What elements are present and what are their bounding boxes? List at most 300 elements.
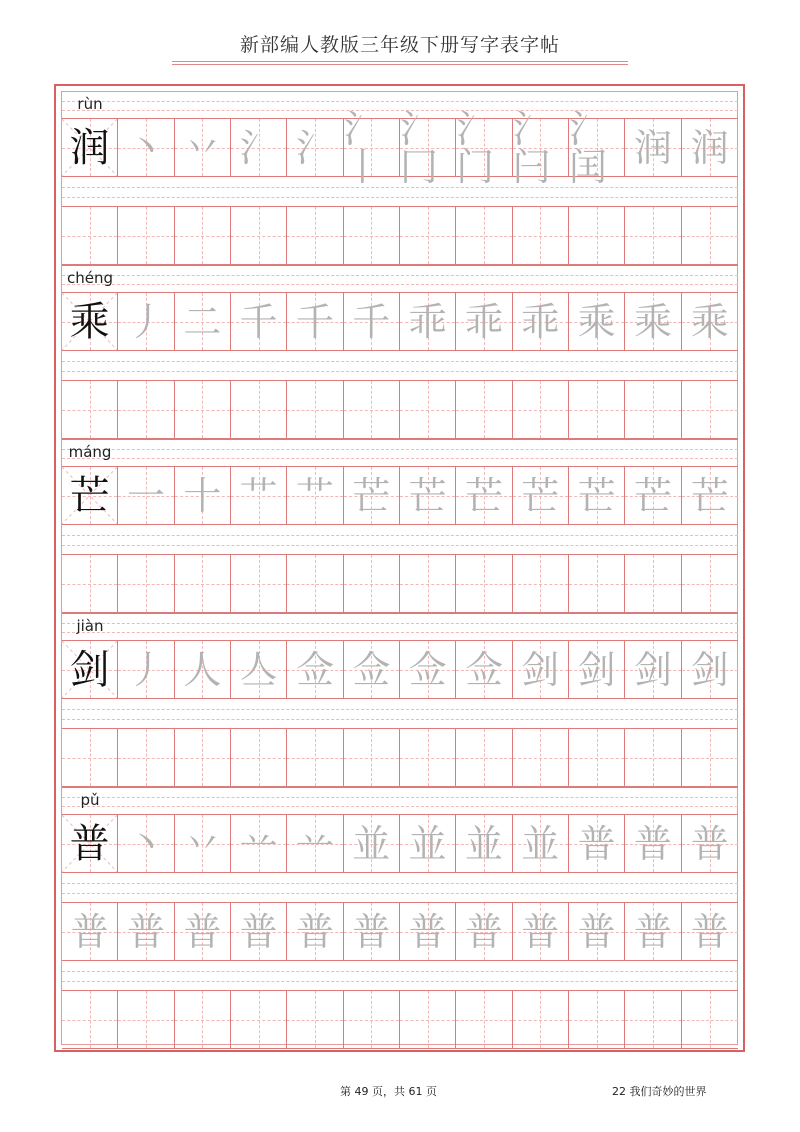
cell-guide-horizontal <box>569 758 624 759</box>
practice-grid <box>62 92 738 1044</box>
spacer-guide-line <box>62 361 738 362</box>
stroke-step-character: 芒 <box>352 473 391 518</box>
stroke-step-character: 二 <box>183 299 222 344</box>
practice-cell <box>682 381 738 439</box>
practice-cell <box>118 381 174 439</box>
practice-cell <box>569 991 625 1049</box>
pinyin-band <box>62 788 738 815</box>
practice-cell <box>625 381 681 439</box>
spacer-guide-line <box>62 535 738 536</box>
practice-cell <box>231 293 287 351</box>
cell-guide-horizontal <box>287 236 342 237</box>
practice-cell <box>456 293 512 351</box>
cell-guide-horizontal <box>513 236 568 237</box>
pinyin-guide-line <box>62 458 738 459</box>
model-character-cell <box>62 815 118 873</box>
stroke-step-character: 普 <box>70 909 109 954</box>
practice-cell <box>625 293 681 351</box>
cell-guide-horizontal <box>175 410 230 411</box>
cell-guide-horizontal <box>231 1020 286 1021</box>
stroke-order-row <box>62 106 738 189</box>
stroke-step-character: 普 <box>633 909 672 954</box>
cell-guide-horizontal <box>62 410 117 411</box>
practice-cell <box>513 991 569 1049</box>
cell-guide-horizontal <box>175 236 230 237</box>
stroke-step-character: 乘 <box>577 299 616 344</box>
practice-cell <box>344 293 400 351</box>
stroke-step-character: 普 <box>690 821 729 866</box>
cell-guide-horizontal <box>682 1020 738 1021</box>
cell-guide-horizontal <box>625 584 680 585</box>
practice-cell <box>175 555 231 613</box>
practice-cell <box>569 207 625 265</box>
cell-guide-horizontal <box>456 1020 511 1021</box>
stroke-step-character: 普 <box>633 821 672 866</box>
practice-cell <box>569 729 625 787</box>
practice-cell <box>569 641 625 699</box>
cell-guide-horizontal <box>118 410 173 411</box>
practice-cell <box>682 815 738 873</box>
blank-practice-row <box>62 381 738 439</box>
stroke-step-character: 丿 <box>126 299 165 344</box>
practice-cell <box>287 729 343 787</box>
cell-guide-horizontal <box>625 410 680 411</box>
practice-cell <box>118 641 174 699</box>
spacer-guide-line <box>62 187 738 188</box>
cell-guide-horizontal <box>344 584 399 585</box>
practice-cell <box>344 991 400 1049</box>
cell-guide-horizontal <box>175 758 230 759</box>
stroke-step-character: 千 <box>295 299 334 344</box>
spacer-guide-line <box>62 545 738 546</box>
stroke-step-character: 艹 <box>295 473 334 518</box>
model-character-cell <box>62 293 118 351</box>
stroke-order-row <box>62 815 738 873</box>
practice-cell <box>231 555 287 613</box>
character-block <box>62 788 738 1044</box>
stroke-step-character: 氵 <box>295 125 334 170</box>
cell-guide-horizontal <box>456 758 511 759</box>
cell-guide-horizontal <box>569 236 624 237</box>
practice-cell <box>400 293 456 351</box>
character-block <box>62 614 738 788</box>
stroke-step-character: 普 <box>690 909 729 954</box>
practice-cell <box>287 903 343 961</box>
practice-cell <box>118 467 174 525</box>
cell-guide-horizontal <box>231 758 286 759</box>
cell-guide-horizontal <box>400 758 455 759</box>
cell-guide-horizontal <box>118 584 173 585</box>
practice-cell <box>625 555 681 613</box>
practice-cell <box>512 106 569 189</box>
cell-guide-horizontal <box>400 410 455 411</box>
practice-cell <box>625 119 681 177</box>
practice-cell <box>456 467 512 525</box>
stroke-step-character: 普 <box>295 909 334 954</box>
practice-cell <box>513 815 569 873</box>
stroke-step-character: 丶 <box>126 125 165 170</box>
practice-cell <box>175 119 231 177</box>
pinyin-guide-line <box>62 806 738 807</box>
cell-guide-horizontal <box>344 410 399 411</box>
practice-cell <box>400 207 456 265</box>
cell-guide-horizontal <box>118 1020 173 1021</box>
pinyin-label: máng <box>68 443 112 461</box>
stroke-step-character: 並 <box>352 821 391 866</box>
practice-cell <box>682 991 738 1049</box>
blank-practice-row <box>62 991 738 1049</box>
practice-cell <box>625 467 681 525</box>
practice-cell <box>287 815 343 873</box>
practice-cell <box>287 555 343 613</box>
cell-guide-horizontal <box>62 1020 117 1021</box>
spacer-guide-line <box>62 371 738 372</box>
practice-cell <box>625 207 681 265</box>
stroke-step-character: 普 <box>239 909 278 954</box>
character-block <box>62 92 738 266</box>
practice-cell <box>569 293 625 351</box>
stroke-step-character: 剑 <box>633 647 672 692</box>
stroke-step-character: 润 <box>633 125 672 170</box>
cell-guide-horizontal <box>569 410 624 411</box>
cell-guide-horizontal <box>344 758 399 759</box>
practice-cell <box>175 903 231 961</box>
pinyin-label: rùn <box>77 95 103 113</box>
title-rule-bottom <box>172 64 628 65</box>
cell-guide-horizontal <box>62 758 117 759</box>
practice-cell <box>513 207 569 265</box>
practice-cell <box>456 815 512 873</box>
practice-cell <box>513 641 569 699</box>
stroke-step-character: 䒑 <box>295 821 334 866</box>
stroke-step-character: 乖 <box>408 299 447 344</box>
model-character: 剑 <box>69 646 110 693</box>
practice-cell <box>175 293 231 351</box>
pinyin-label: chéng <box>66 269 113 287</box>
cell-guide-horizontal <box>400 584 455 585</box>
cell-guide-horizontal <box>400 236 455 237</box>
practice-cell <box>344 381 400 439</box>
stroke-step-character: 佥 <box>408 647 447 692</box>
practice-cell <box>569 903 625 961</box>
cell-guide-horizontal <box>231 584 286 585</box>
practice-cell <box>682 207 738 265</box>
cell-guide-horizontal <box>569 1020 624 1021</box>
spacer-band <box>62 351 738 381</box>
practice-cell <box>400 815 456 873</box>
practice-cell <box>175 991 231 1049</box>
stroke-step-character: 並 <box>521 821 560 866</box>
cell-guide-horizontal <box>287 584 342 585</box>
practice-cell <box>344 555 400 613</box>
practice-cell <box>625 729 681 787</box>
model-character: 芒 <box>69 472 110 519</box>
practice-cell <box>62 381 118 439</box>
spacer-guide-line <box>62 197 738 198</box>
practice-cell <box>456 106 512 189</box>
practice-cell <box>456 641 512 699</box>
stroke-step-character: 氵闰 <box>568 106 607 189</box>
stroke-step-character: 芒 <box>408 473 447 518</box>
practice-cell <box>568 106 625 189</box>
stroke-step-character: 芒 <box>464 473 503 518</box>
spacer-guide-line <box>62 709 738 710</box>
stroke-step-character: 普 <box>408 909 447 954</box>
practice-cell <box>118 119 174 177</box>
blank-practice-row <box>62 555 738 613</box>
cell-guide-horizontal <box>62 236 117 237</box>
spacer-band <box>62 699 738 729</box>
stroke-step-character: 乖 <box>464 299 503 344</box>
practice-cell <box>118 729 174 787</box>
practice-cell <box>175 729 231 787</box>
pinyin-guide-line <box>62 284 738 285</box>
stroke-step-character: 乘 <box>690 299 729 344</box>
cell-guide-horizontal <box>287 758 342 759</box>
practice-cell <box>175 641 231 699</box>
practice-cell <box>118 207 174 265</box>
practice-cell <box>400 991 456 1049</box>
practice-cell <box>400 641 456 699</box>
practice-cell <box>456 903 512 961</box>
practice-cell <box>682 467 738 525</box>
practice-cell <box>287 381 343 439</box>
practice-cell <box>399 106 456 189</box>
practice-cell <box>344 729 400 787</box>
stroke-step-character: 普 <box>521 909 560 954</box>
practice-cell <box>118 815 174 873</box>
stroke-step-character: 丶 <box>126 821 165 866</box>
pinyin-guide-line <box>62 623 738 624</box>
practice-cell <box>62 207 118 265</box>
pinyin-label: pǔ <box>80 791 100 809</box>
practice-cell <box>682 555 738 613</box>
practice-cell <box>287 467 343 525</box>
cell-guide-horizontal <box>175 584 230 585</box>
practice-cell <box>344 903 400 961</box>
stroke-step-character: 佥 <box>352 647 391 692</box>
stroke-step-character: 氵丨 <box>343 106 382 189</box>
cell-guide-horizontal <box>513 584 568 585</box>
cell-guide-horizontal <box>625 758 680 759</box>
practice-cell <box>456 729 512 787</box>
practice-cell <box>343 106 400 189</box>
cell-guide-horizontal <box>682 758 738 759</box>
stroke-step-character: 丷 <box>183 821 222 866</box>
stroke-step-character: 氵闩 <box>512 106 551 189</box>
stroke-step-character: 普 <box>126 909 165 954</box>
stroke-step-character: 千 <box>352 299 391 344</box>
practice-cell <box>118 293 174 351</box>
stroke-step-character: 剑 <box>577 647 616 692</box>
practice-cell <box>118 555 174 613</box>
spacer-guide-line <box>62 971 738 972</box>
spacer-band <box>62 177 738 207</box>
stroke-step-character: 芒 <box>521 473 560 518</box>
practice-cell <box>400 555 456 613</box>
pinyin-label: jiàn <box>76 617 104 635</box>
stroke-step-character: 润 <box>690 125 729 170</box>
spacer-guide-line <box>62 893 738 894</box>
cell-guide-horizontal <box>513 758 568 759</box>
practice-cell <box>118 991 174 1049</box>
stroke-step-character: 普 <box>183 909 222 954</box>
lesson-title: 22 我们奇妙的世界 <box>612 1085 707 1098</box>
model-character: 润 <box>69 124 110 171</box>
practice-cell <box>231 119 287 177</box>
practice-cell <box>175 207 231 265</box>
stroke-step-character: 並 <box>464 821 503 866</box>
cell-guide-horizontal <box>118 236 173 237</box>
cell-guide-horizontal <box>625 236 680 237</box>
cell-guide-horizontal <box>287 1020 342 1021</box>
practice-cell <box>513 293 569 351</box>
cell-guide-horizontal <box>344 236 399 237</box>
practice-cell <box>231 467 287 525</box>
model-character: 普 <box>69 820 110 867</box>
model-character-cell <box>62 641 118 699</box>
cell-guide-horizontal <box>682 410 738 411</box>
practice-cell <box>625 903 681 961</box>
practice-cell <box>513 729 569 787</box>
stroke-step-character: 氵门 <box>456 106 495 189</box>
practice-cell <box>625 641 681 699</box>
cell-guide-horizontal <box>682 236 738 237</box>
cell-guide-horizontal <box>456 584 511 585</box>
stroke-step-character: 並 <box>408 821 447 866</box>
practice-cell <box>569 381 625 439</box>
stroke-step-character: 亼 <box>239 647 278 692</box>
pinyin-band <box>62 266 738 293</box>
model-character: 乘 <box>69 298 110 345</box>
practice-cell <box>682 119 738 177</box>
stroke-order-row <box>62 641 738 699</box>
stroke-step-character: 普 <box>464 909 503 954</box>
cell-guide-horizontal <box>231 410 286 411</box>
practice-cell <box>287 293 343 351</box>
stroke-step-character: 艹 <box>239 473 278 518</box>
cell-guide-horizontal <box>513 410 568 411</box>
practice-cell <box>400 903 456 961</box>
stroke-step-character: 氵冂 <box>399 106 438 189</box>
practice-cell <box>287 119 343 177</box>
cell-guide-horizontal <box>118 758 173 759</box>
cell-guide-horizontal <box>625 1020 680 1021</box>
cell-guide-horizontal <box>682 584 738 585</box>
page-number: 第 49 页，共 61 页 <box>340 1085 437 1098</box>
cell-guide-horizontal <box>62 584 117 585</box>
practice-cell <box>682 903 738 961</box>
pinyin-guide-line <box>62 275 738 276</box>
tracing-row <box>62 903 738 961</box>
cell-guide-horizontal <box>456 410 511 411</box>
spacer-guide-line <box>62 719 738 720</box>
cell-guide-horizontal <box>231 236 286 237</box>
stroke-step-character: 乘 <box>633 299 672 344</box>
pinyin-guide-line <box>62 101 738 102</box>
cell-guide-horizontal <box>456 236 511 237</box>
stroke-step-character: 剑 <box>521 647 560 692</box>
blank-practice-row <box>62 729 738 787</box>
spacer-guide-line <box>62 883 738 884</box>
practice-cell <box>231 729 287 787</box>
practice-cell <box>625 991 681 1049</box>
stroke-step-character: 十 <box>183 473 222 518</box>
practice-cell <box>400 381 456 439</box>
spacer-band <box>62 873 738 903</box>
practice-cell <box>62 903 118 961</box>
stroke-step-character: 氵 <box>239 125 278 170</box>
character-block <box>62 440 738 614</box>
practice-cell <box>62 555 118 613</box>
stroke-step-character: 丷 <box>183 125 222 170</box>
stroke-step-character: 佥 <box>464 647 503 692</box>
cell-guide-horizontal <box>175 1020 230 1021</box>
practice-cell <box>344 207 400 265</box>
model-character-cell <box>62 119 118 177</box>
pinyin-guide-line <box>62 632 738 633</box>
cell-guide-horizontal <box>569 584 624 585</box>
stroke-step-character: 乖 <box>521 299 560 344</box>
practice-cell <box>175 381 231 439</box>
practice-cell <box>287 991 343 1049</box>
stroke-step-character: 普 <box>577 821 616 866</box>
model-character-cell <box>62 467 118 525</box>
practice-cell <box>682 641 738 699</box>
stroke-step-character: 一 <box>126 473 165 518</box>
stroke-step-character: 千 <box>239 299 278 344</box>
practice-cell <box>231 903 287 961</box>
practice-cell <box>625 815 681 873</box>
practice-cell <box>344 641 400 699</box>
stroke-step-character: 芒 <box>577 473 616 518</box>
stroke-step-character: 人 <box>183 647 222 692</box>
practice-cell <box>513 381 569 439</box>
spacer-band <box>62 961 738 991</box>
stroke-step-character: 芒 <box>633 473 672 518</box>
practice-cell <box>175 467 231 525</box>
pinyin-band <box>62 440 738 467</box>
stroke-order-row <box>62 467 738 525</box>
practice-cell <box>513 555 569 613</box>
cell-guide-horizontal <box>513 1020 568 1021</box>
practice-cell <box>456 555 512 613</box>
practice-cell <box>231 991 287 1049</box>
stroke-step-character: 䒑 <box>239 821 278 866</box>
practice-cell <box>231 207 287 265</box>
cell-guide-horizontal <box>287 410 342 411</box>
practice-cell <box>682 293 738 351</box>
practice-cell <box>118 903 174 961</box>
stroke-step-character: 芒 <box>690 473 729 518</box>
practice-cell <box>231 381 287 439</box>
practice-cell <box>400 729 456 787</box>
pinyin-guide-line <box>62 449 738 450</box>
practice-cell <box>456 381 512 439</box>
practice-cell <box>344 815 400 873</box>
cell-guide-horizontal <box>344 1020 399 1021</box>
practice-cell <box>175 815 231 873</box>
stroke-step-character: 佥 <box>295 647 334 692</box>
cell-guide-horizontal <box>400 1020 455 1021</box>
pinyin-guide-line <box>62 797 738 798</box>
title-rule-top <box>172 61 628 62</box>
practice-cell <box>682 729 738 787</box>
practice-cell <box>62 991 118 1049</box>
stroke-step-character: 丿 <box>126 647 165 692</box>
page-title: 新部编人教版三年级下册写字表字帖 <box>239 34 560 56</box>
practice-cell <box>287 207 343 265</box>
